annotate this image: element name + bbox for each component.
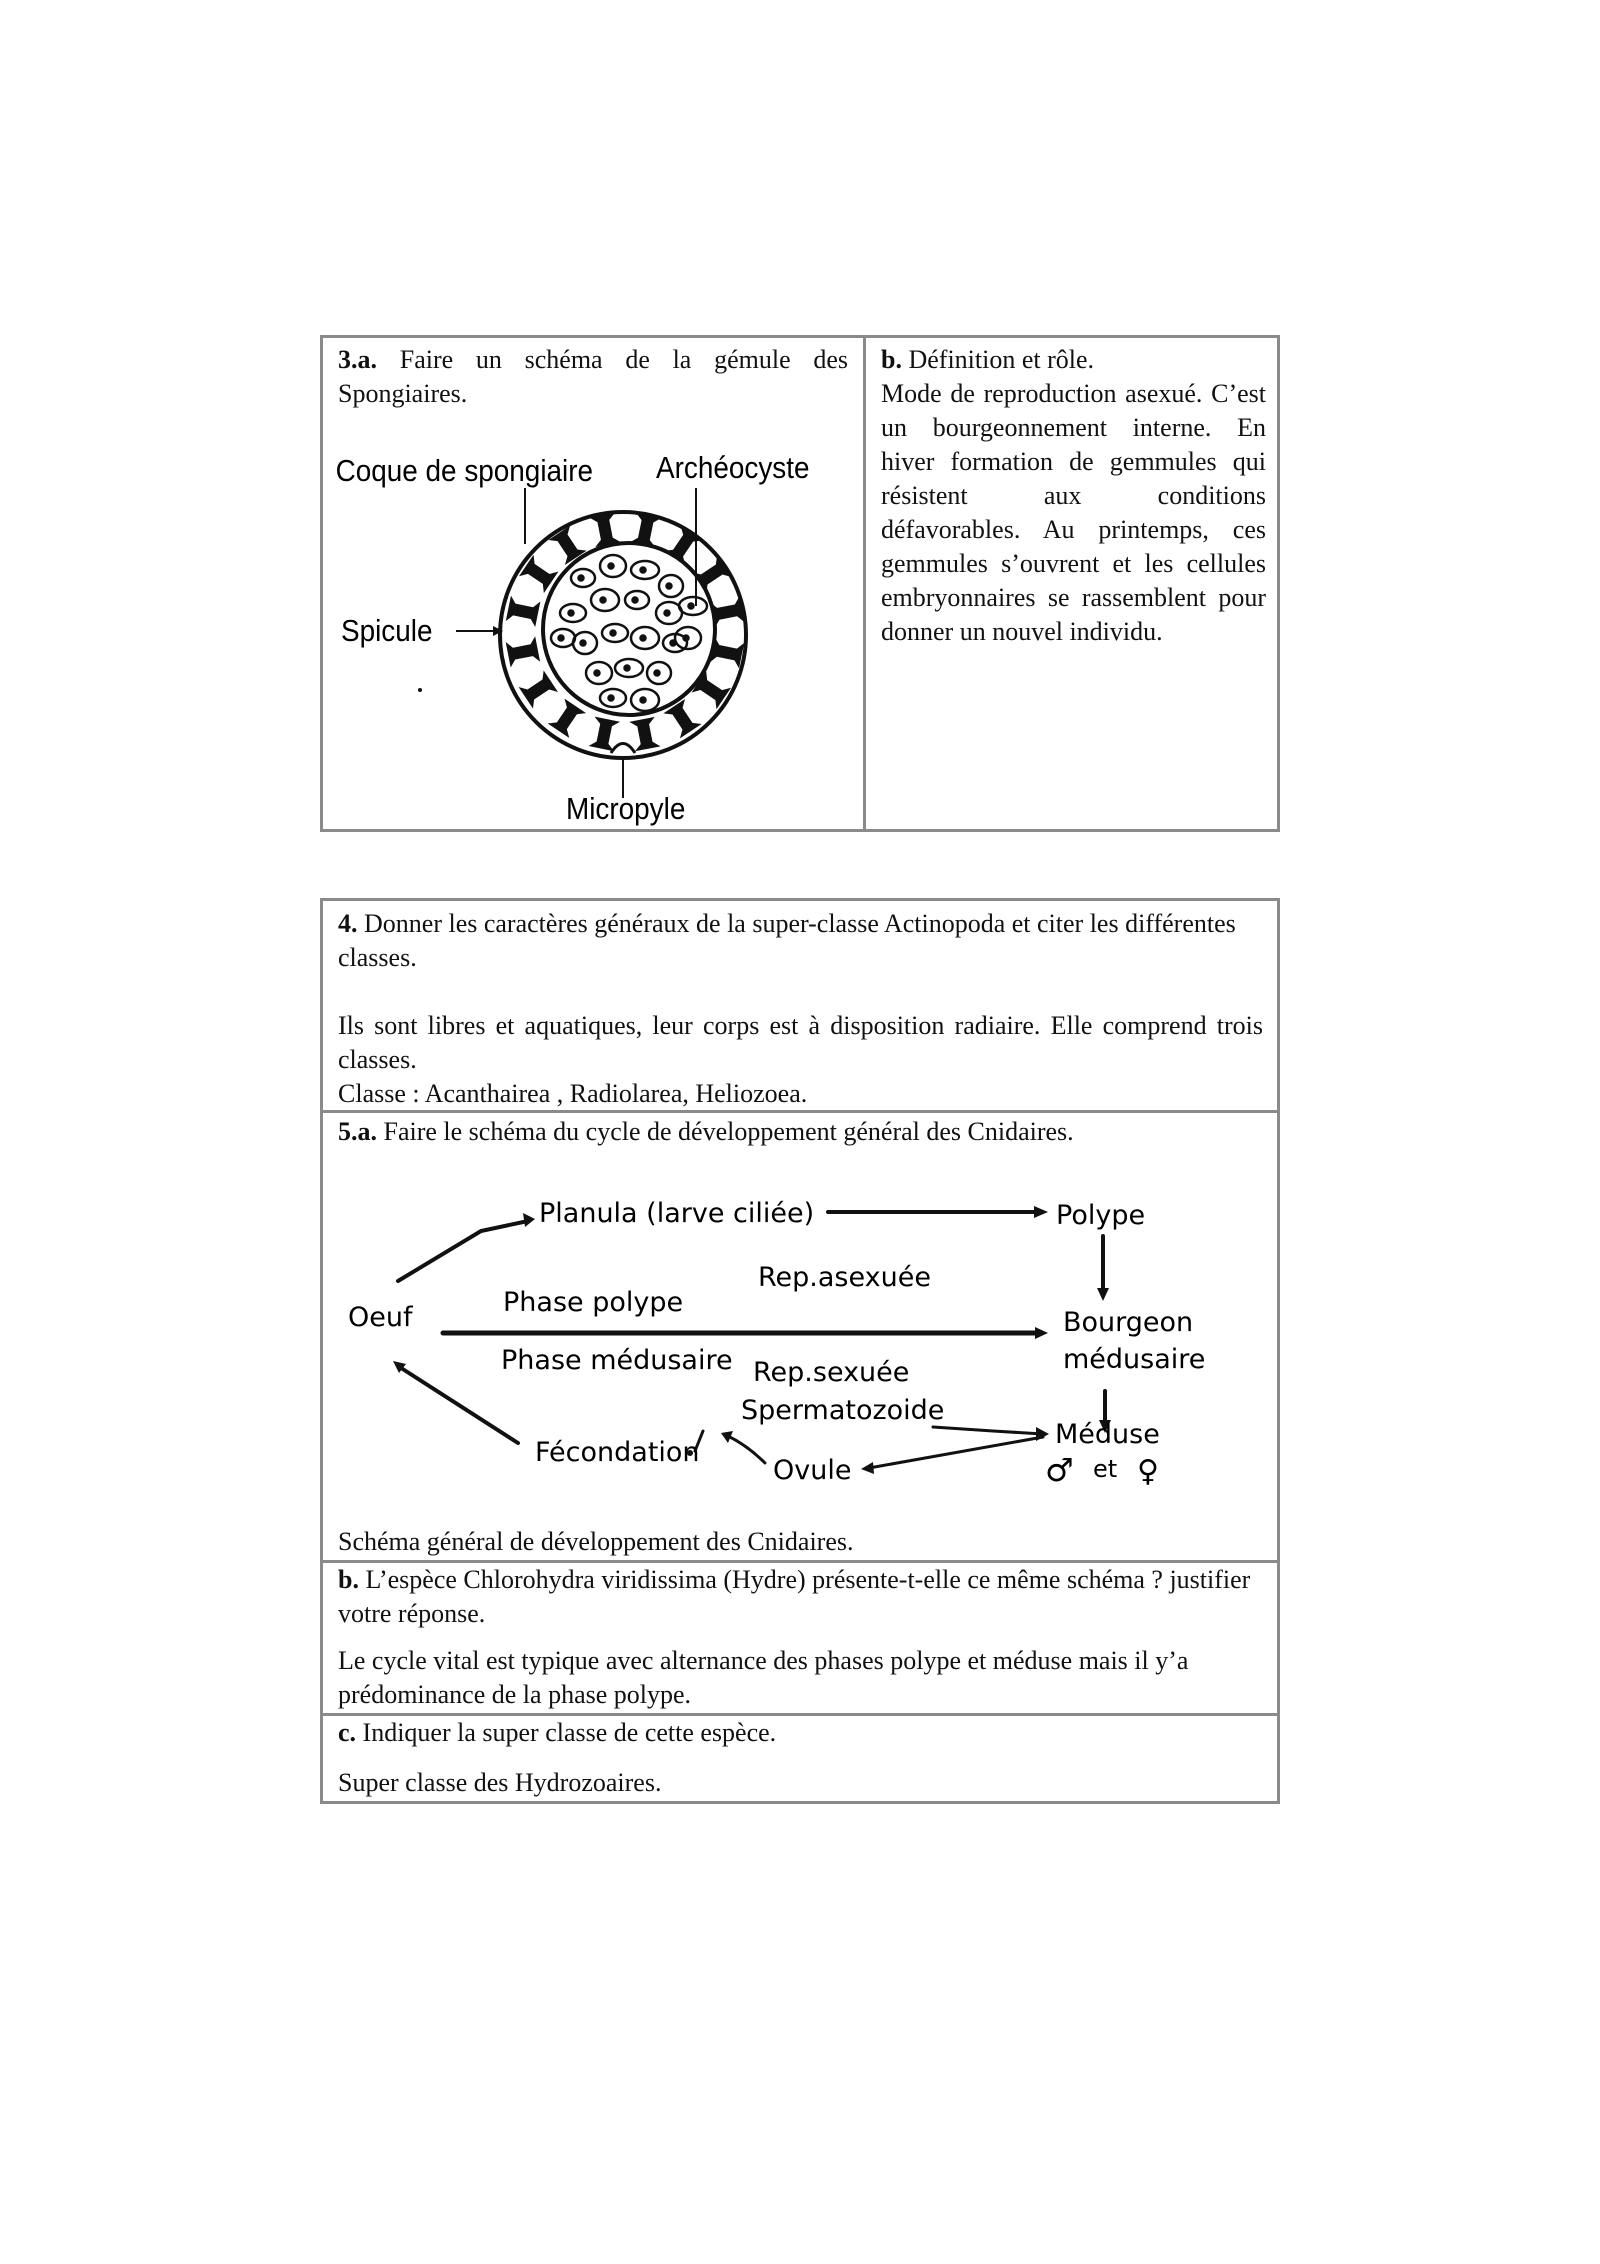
spicule-mark (710, 596, 744, 627)
cell-nucleus (609, 564, 614, 569)
question-5b-prompt (338, 1563, 1263, 1631)
question-5c-text: Indiquer la super classe de cette espèce. (362, 1718, 777, 1747)
spicule-mark (519, 670, 558, 708)
cell-nucleus (633, 598, 638, 603)
question-3b-label: b. (881, 345, 902, 374)
question-5b-answer: Le cycle vital est typique avec alternance des phases polype et méduse mais il y’a prédominance de la phase polype. (338, 1646, 1189, 1709)
question-5c-label: c. (338, 1718, 357, 1747)
cycle-et: et (1093, 1455, 1118, 1483)
cycle-meduse: Méduse (1055, 1419, 1160, 1450)
question-4-prompt (338, 907, 1263, 975)
cell-nucleus (569, 611, 574, 616)
cell-nucleus (581, 641, 586, 646)
cycle-oeuf: Oeuf (348, 1302, 413, 1333)
cycle-female-symbol: ♀ (1137, 1454, 1159, 1489)
question-3a-label: 3.a. (338, 345, 377, 374)
question-5b-text: L’espèce Chlorohydra viridissima (Hydre) présente-t-elle ce même schéma ? justifier votre réponse. (338, 1565, 1251, 1628)
question-5a (338, 1115, 1263, 1149)
question-5c-answer: Super classe des Hydrozoaires. (338, 1768, 662, 1797)
spicule-mark (692, 555, 731, 593)
spicule-mark (589, 513, 620, 547)
question-4-answer: Ils sont libres et aquatiques, leur corps est à disposition radiaire. Elle comprend trois classes. (338, 1011, 1263, 1074)
question-4 (338, 907, 1263, 1111)
spicule-mark (548, 699, 586, 738)
question-5b-label: b. (338, 1565, 359, 1594)
question-4-5-table (320, 898, 1280, 1804)
cycle-fecondation: Fécondation (535, 1437, 700, 1468)
cell-nucleus (595, 671, 600, 676)
spicule-mark (506, 596, 541, 627)
column-divider (863, 338, 866, 829)
question-3-table (320, 335, 1280, 832)
cell-nucleus (609, 696, 614, 701)
cycle-rep-asexuee: Rep.asexuée (758, 1262, 931, 1293)
cycle-planula: Planula (larve ciliée) (539, 1198, 815, 1229)
cycle-medusaire: médusaire (1063, 1344, 1206, 1375)
cycle-rep-sexuee: Rep.sexuée (753, 1357, 910, 1388)
cycle-phase-meduse: Phase médusaire (501, 1345, 733, 1376)
cell-nucleus (689, 604, 694, 609)
spicule-mark (629, 717, 660, 751)
label-coque: Coque de spongiaire (335, 453, 594, 489)
question-4-label: 4. (338, 909, 358, 938)
question-5c-prompt (338, 1716, 1263, 1750)
cell-nucleus (667, 584, 672, 589)
cnidaria-cycle-diagram (323, 1161, 1277, 1489)
question-3b-answer: Mode de reproduction asexué. C’est un bourgeonnement interne. En hiver formation de gemmules qui résistent aux conditions défavorables. Au printemps, ces gemmules s’ouvrent et les cellules embryonnaires se rassemblent pour donner un nouvel individu. (881, 379, 1266, 646)
cycle-bourgeon: Bourgeon (1063, 1307, 1194, 1338)
question-5c (338, 1716, 1263, 1800)
cycle-ovule: Ovule (773, 1455, 852, 1486)
cycle-male-symbol: ♂ (1045, 1451, 1074, 1489)
cell-nucleus (625, 666, 630, 671)
row-divider (323, 1110, 1277, 1113)
spicule-mark (710, 637, 745, 668)
question-5a-text: Faire le schéma du cycle de développement général des Cnidaires. (383, 1117, 1074, 1146)
cell-nucleus (684, 636, 689, 641)
question-5b (338, 1563, 1263, 1712)
cell-nucleus (601, 598, 606, 603)
cell-nucleus (641, 568, 646, 573)
spicule-mark (630, 513, 661, 548)
cell-nucleus (641, 698, 646, 703)
label-archeocyste: Archéocyste (656, 450, 810, 486)
label-spicule: Spicule (341, 613, 433, 649)
cell-nucleus (655, 671, 660, 676)
gemmule-diagram (323, 338, 863, 828)
question-3b (881, 343, 1266, 649)
label-micropyle: Micropyle (566, 791, 686, 827)
cycle-phase-polype: Phase polype (503, 1287, 684, 1318)
question-4-classes: Classe : Acanthairea , Radiolarea, Heliozoea. (338, 1079, 808, 1108)
question-5a-label: 5.a. (338, 1117, 377, 1146)
question-3b-title-text: Définition et rôle. (908, 345, 1095, 374)
question-3b-title (881, 343, 1266, 377)
question-4-text: Donner les caractères généraux de la super-classe Actinopoda et citer les différentes classes. (338, 909, 1236, 972)
cell-nucleus (611, 631, 616, 636)
cycle-spermatozoide: Spermatozoide (741, 1395, 945, 1426)
cell-nucleus (665, 611, 670, 616)
cycle-polype: Polype (1056, 1200, 1146, 1231)
cell-nucleus (559, 636, 564, 641)
cell-nucleus (641, 636, 646, 641)
cell-nucleus (579, 576, 584, 581)
question-3a-text: Faire un schéma de la gémule des Spongiaires. (338, 345, 849, 408)
spicule-mark (506, 636, 540, 667)
cycle-caption: Schéma général de développement des Cnidaires. (338, 1527, 854, 1556)
